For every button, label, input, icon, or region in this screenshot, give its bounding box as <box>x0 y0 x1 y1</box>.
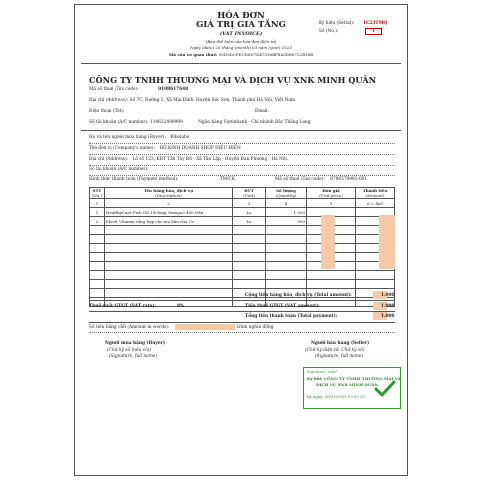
seller-account-row: Số tài khoản (A/C number): 114622499999 Ngân hàng Vietinbank - Chi nhánh Bắc Thăng Long <box>89 120 311 125</box>
amount-in-words-label: Số tiền bằng chữ (Amount in words): <box>89 325 170 330</box>
table-row-empty <box>90 244 395 253</box>
col-header: Số lượng (Quantity) <box>266 188 307 199</box>
table-row-empty <box>90 271 395 280</box>
table-index-row: 1 2 3 4 5 6 = 4x5 <box>90 199 395 208</box>
buyer-account-label: Số tài khoản (A/C number): <box>89 167 149 172</box>
amount-in-words-value: trăm nghìn đồng <box>237 325 274 330</box>
seller-address-row: Địa chỉ (Address): Số 7C, Đường 2, Xã Mai Đình, Huyện Sóc Sơn, Thành phố Hà Nội, Việt Nam <box>89 98 296 103</box>
buyer-signature-note: (Chữ ký số (nếu có)) <box>107 348 152 353</box>
items-table <box>89 187 395 307</box>
check-icon <box>374 380 396 398</box>
table-row: 2 Elevit Vitamin tổng hợp cho mẹ bầu của Úc Lọ 500 <box>90 217 395 226</box>
seller-company: CÔNG TY TNHH THƯƠNG MẠI VÀ DỊCH VỤ XNK MINH QUÂN <box>89 75 377 85</box>
table-row-empty <box>90 235 395 244</box>
vat-rate-label: Thuế suất GTGT (VAT rate): <box>89 304 156 309</box>
number-value: 1 <box>365 28 382 35</box>
invoice-date: Ngày (date) 20 tháng (month) 03 năm (year) 2023 <box>190 45 292 50</box>
col-header: STT (No.) <box>90 188 105 199</box>
serial-value: 1C23TMQ <box>363 21 388 26</box>
stamp-valid: Signature Valid <box>307 369 337 374</box>
table-header-row <box>90 188 395 199</box>
table-row: 1 HealthyCare Fish Oil 1000mg Omega3 400 viên Lọ 1.500 <box>90 208 395 217</box>
total-label: Tổng tiền thanh toán (Total payment): <box>245 314 338 319</box>
seller-signature-note: (Chữ ký điện tử, Chữ ký số) <box>305 348 365 353</box>
table-row-empty <box>90 280 395 289</box>
buyer-unit-row: Tên đơn vị (Company's name): HỘ KINH DOANH SHOP DIỆU HIỀN <box>89 146 241 151</box>
serial-label: Ký hiệu (Serial): <box>319 21 355 26</box>
tax-authority-code: Mã của cơ quan thuế: 00D5DCFECD6D7D47538BF8A5DE6722B16B <box>168 52 314 57</box>
table-row-empty <box>90 226 395 235</box>
col-header: ĐVT (Unit) <box>233 188 266 199</box>
vat-amount-value: 1.000 <box>381 304 395 309</box>
seller-signature-title: Người bán hàng (Seller) <box>311 341 370 346</box>
subtotal-value: 1.000 <box>381 293 395 298</box>
seller-tax-row: Mã số thuế (Tax code): 0108617648 <box>89 87 189 92</box>
invoice-title: HÓA ĐƠN <box>217 11 265 21</box>
table-row-empty <box>90 253 395 262</box>
buyer-name-row: Họ và tên người mua hàng (Buyer): Bibolabs <box>89 135 189 140</box>
seller-email-label: Email: <box>255 109 269 114</box>
invoice-title-vat: GIÁ TRỊ GIA TĂNG <box>196 20 286 30</box>
digital-signature-stamp <box>303 367 401 409</box>
col-header: Thành tiền (Amount) <box>356 188 395 199</box>
buyer-address-row: Địa chỉ (Address): Lô số 123, KĐT Tân Tây Đô - Xã Tân Lập - Huyện Đan Phượng - Hà Nội. <box>89 157 289 162</box>
buyer-signature-title: Người mua hàng (Buyer) <box>105 341 165 346</box>
table-row-empty <box>90 262 395 271</box>
subtotal-label: Cộng tiền hàng hóa, dịch vụ (Total amount): <box>245 293 352 298</box>
invoice-page <box>74 4 408 476</box>
invoice-note: (Bản thể hiện của hóa đơn điện tử) <box>205 39 277 44</box>
total-value: 1.000 <box>381 314 395 319</box>
stamp-date: Ký ngày: 20/11/2023 10:37:20 <box>307 394 365 399</box>
invoice-title-en: (VAT INVOICE) <box>219 31 263 37</box>
col-header: Tên hàng hóa, dịch vụ (Description) <box>105 188 233 199</box>
redaction-words <box>175 324 235 330</box>
buyer-signature-note-en: (Signature, full name) <box>109 354 157 359</box>
stamp-line2: DỊCH VỤ XNK MINH QUÂN <box>316 382 379 387</box>
redaction-price <box>321 215 335 269</box>
stamp-line1: Ký bởi: CÔNG TY TNHH THƯƠNG MẠI VÀ <box>307 376 401 381</box>
seller-phone-label: Điện thoại (Tel): <box>89 109 125 114</box>
redaction-amount <box>379 215 395 269</box>
buyer-tax-row: Mã số thuế (Tax code): 8796579981-001 <box>275 177 368 182</box>
col-header: Đơn giá (Unit price) <box>307 188 356 199</box>
number-label: Số (No.): <box>319 29 339 34</box>
payment-method-row: Hình thức thanh toán (Payment method): TM/CK <box>89 177 236 182</box>
seller-signature-note-en: (Signature, full name) <box>315 354 363 359</box>
vat-amount-label: Tiền thuế GTGT (VAT amount): <box>245 304 320 309</box>
vat-rate-value: 8% <box>177 304 185 309</box>
